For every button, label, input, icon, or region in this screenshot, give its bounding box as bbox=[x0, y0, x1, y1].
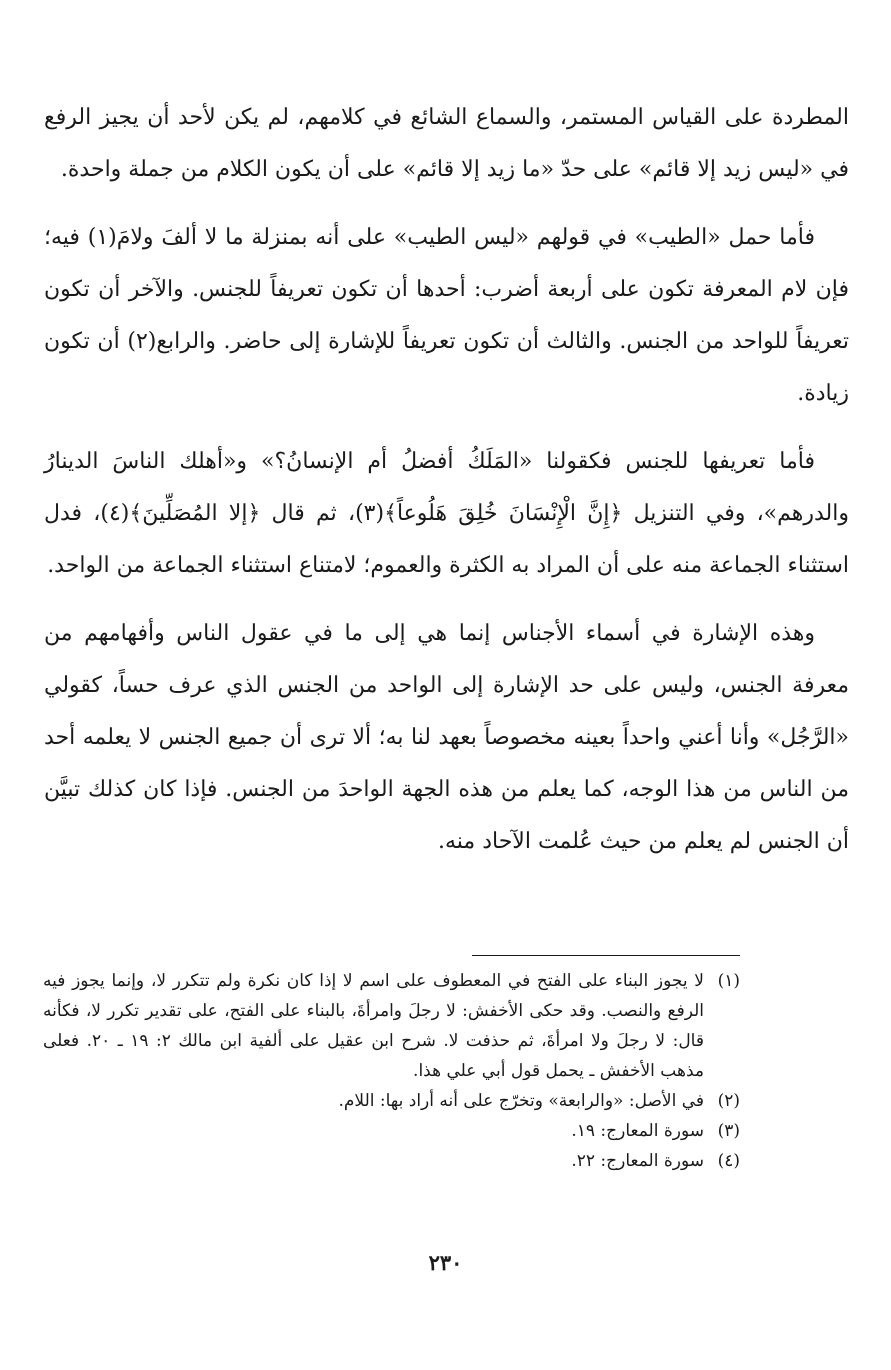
main-text bbox=[44, 92, 849, 868]
footnote-text: سورة المعارج: ٢٢. bbox=[571, 1151, 704, 1171]
footnote-divider bbox=[472, 955, 740, 956]
footnote-text: في الأصل: «والرابعة» وتخرّج على أنه أراد بها: اللام. bbox=[338, 1091, 704, 1111]
footnote-4 bbox=[43, 1146, 740, 1176]
footnotes bbox=[43, 966, 740, 1176]
footnote-2 bbox=[43, 1086, 740, 1116]
footnote-number: (١) bbox=[717, 971, 740, 991]
paragraph-3: فأما تعريفها للجنس فكقولنا «المَلَكُ أفضلُ أم الإنسانُ؟» و«أهلك الناسَ الدينارُ والدرهم»، وفي التنزيل ﴿إِنَّ الْإِنْسَانَ خُلِقَ هَلُوعاً﴾(٣)، ثم قال ﴿إلا المُصَلِّينَ﴾(٤)، فدل استثناء الجماعة منه على أن المراد به الكثرة والعموم؛ لامتناع استثناء الجماعة من الواحد. bbox=[44, 449, 849, 578]
paragraph-1: المطردة على القياس المستمر، والسماع الشائع في كلامهم، لم يكن لأحد أن يجيز الرفع في «ليس زيد إلا قائم» على حدّ «ما زيد إلا قائم» على أن يكون الكلام من جملة واحدة. bbox=[44, 105, 849, 182]
paragraph-2: فأما حمل «الطيب» في قولهم «ليس الطيب» على أنه بمنزلة ما لا ألفَ ولامَ(١) فيه؛ فإن لام المعرفة تكون على أربعة أضرب: أحدها أن تكون تعريفاً للجنس. والآخر أن تكون تعريفاً للواحد من الجنس. والثالث أن تكون تعريفاً للإشارة إلى حاضر. والرابع(٢) أن تكون زيادة. bbox=[44, 225, 849, 406]
footnote-number: (٤) bbox=[717, 1151, 740, 1171]
footnote-number: (٢) bbox=[717, 1091, 740, 1111]
footnote-1 bbox=[43, 966, 740, 1086]
footnote-3 bbox=[43, 1116, 740, 1146]
footnote-text: سورة المعارج: ١٩. bbox=[571, 1121, 704, 1141]
footnote-number: (٣) bbox=[717, 1121, 740, 1141]
paragraph-4: وهذه الإشارة في أسماء الأجناس إنما هي إلى ما في عقول الناس وأفهامهم من معرفة الجنس، وليس على حد الإشارة إلى الواحد من الجنس الذي عرف حساً، كقولي «الرَّجُل» وأنا أعني واحداً بعينه مخصوصاً بعهد لنا به؛ ألا ترى أن جميع الجنس لا يعلمه أحد من الناس من هذا الوجه، كما يعلم من هذه الجهة الواحدَ من الجنس. فإذا كان كذلك تبيَّن أن الجنس لم يعلم من حيث عُلمت الآحاد منه. bbox=[44, 621, 849, 854]
footnote-text: لا يجوز البناء على الفتح في المعطوف على اسم لا إذا كان نكرة ولم تتكرر لا، وإنما يجوز فيه الرفع والنصب. وقد حكى الأخفش: لا رجلَ وامرأةَ، بالبناء على الفتح، على تقدير تكرر لا، فكأنه قال: لا رجلَ ولا امرأةَ، ثم حذفت لا. شرح ابن عقيل على ألفية ابن مالك ٢: ١٩ ـ ٢٠. فعلى مذهب الأخفش ـ يحمل قول أبي علي هذا. bbox=[43, 971, 704, 1081]
page-number: ٢٣٠ bbox=[428, 1250, 463, 1275]
